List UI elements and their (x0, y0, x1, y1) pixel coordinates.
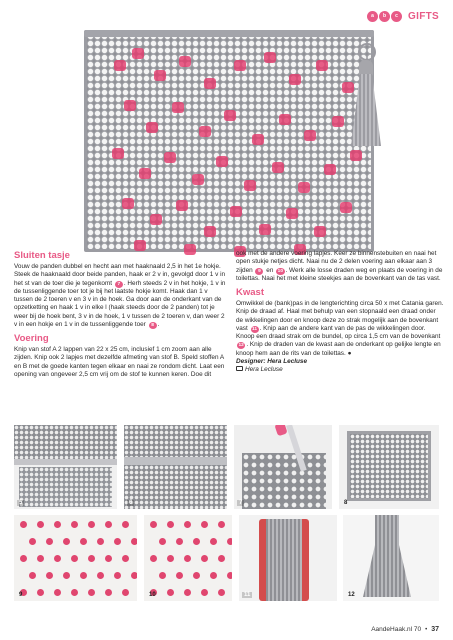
pink-dot (54, 521, 61, 528)
pink-dot (114, 538, 121, 545)
pink-dot (184, 521, 191, 528)
pink-dot (131, 538, 138, 545)
pink-patch (132, 48, 144, 59)
step-badge: 9 (255, 268, 263, 275)
pink-dot (210, 572, 217, 579)
step-badge: 7 (115, 281, 123, 288)
pink-dot (37, 555, 44, 562)
step-photo-9 (14, 515, 137, 601)
pink-dot (54, 589, 61, 596)
pink-patch (112, 148, 124, 159)
pink-dot (150, 555, 157, 562)
page-footer (371, 626, 439, 633)
pink-patch (150, 214, 162, 225)
heading-sluiten-tasje: Sluiten tasje (14, 250, 70, 261)
pink-dot (122, 521, 129, 528)
pink-dot (20, 555, 27, 562)
header-dot: c (391, 11, 402, 22)
text-column-right (236, 250, 444, 374)
pink-dot (201, 589, 208, 596)
pink-patch (216, 156, 228, 167)
pink-patch (172, 102, 184, 113)
pink-patch (230, 206, 242, 217)
pink-patch (244, 180, 256, 191)
pink-patch (314, 226, 326, 237)
pink-patch (252, 134, 264, 145)
pink-patch (164, 152, 176, 163)
photo-credit: Hera Lecluse (236, 366, 444, 374)
photo-number: 5 (19, 500, 23, 506)
pink-dot (227, 538, 233, 545)
pink-patch (176, 200, 188, 211)
pink-patch (204, 226, 216, 237)
bag-zipper-edge (84, 30, 374, 37)
hero-bag-photo (76, 26, 408, 256)
photo-number: 6 (129, 500, 133, 506)
pink-dot (54, 555, 61, 562)
pink-dot (20, 521, 27, 528)
pink-dot (122, 589, 129, 596)
pink-dot (88, 521, 95, 528)
pink-patch (316, 60, 328, 71)
step-photo-7 (234, 425, 332, 509)
section-header (367, 9, 439, 23)
pink-dot (105, 589, 112, 596)
pink-dot (218, 521, 225, 528)
pink-dot (80, 572, 87, 579)
camera-icon (236, 366, 243, 371)
pink-dot (71, 589, 78, 596)
pink-patch (199, 126, 211, 137)
pink-dot (37, 521, 44, 528)
pink-patch (192, 174, 204, 185)
crochet-bag (84, 30, 374, 252)
pink-patch (139, 168, 151, 179)
pink-dot (184, 589, 191, 596)
pink-patch (304, 130, 316, 141)
pink-dot (201, 521, 208, 528)
pink-dot (218, 555, 225, 562)
pink-dot (167, 589, 174, 596)
photo-number: 12 (348, 592, 355, 598)
pink-dot (71, 555, 78, 562)
step-photo-11 (239, 515, 337, 601)
tassel-loop (358, 43, 376, 61)
pink-dot (193, 572, 200, 579)
step-badge: 11 (252, 326, 258, 332)
pink-dot (218, 589, 225, 596)
step-photo-5 (14, 425, 117, 509)
pink-patch (264, 52, 276, 63)
pink-dot (201, 555, 208, 562)
pink-dot (105, 555, 112, 562)
step-photo-10 (144, 515, 232, 601)
pink-dot (159, 538, 166, 545)
pink-dot (150, 521, 157, 528)
step-photo-6 (124, 425, 227, 509)
pink-dot (97, 572, 104, 579)
header-dot: b (379, 11, 390, 22)
photo-number: 8 (344, 500, 348, 506)
pink-dot (227, 572, 233, 579)
pink-patch (259, 224, 271, 235)
pink-patch (204, 78, 216, 89)
paragraph-kwast: Omwikkel de (bank)pas in de lengterichting circa 50 x met Catania garen. Knip de draad af. Haal met behulp van een stopnaald een draad onder de wikkelingen door en knoop deze zo strak mogelijk aan de bovenkant vast 11 . Knip aan de andere kant van de pas de wikkelingen door. Knoop een draad strak om de bundel, op circa 1,5 cm van de bovenkant 12 . Knip de draden van de kwast aan de onderkant op gelijke lengte en knoop hem aan de rits van de toilettas. ● (236, 300, 444, 357)
text-column-left (14, 250, 226, 379)
step-photo-8 (339, 425, 439, 509)
pink-dot (97, 538, 104, 545)
pink-patch (114, 60, 126, 71)
section-title: GIFTS (408, 10, 439, 22)
paragraph-voering-continued: ook met de andere voering lapjes. Keer ze binnenstebuiten en naai het open stukje netjes dicht. Naai nu de 2 delen voering aan elkaar aan 3 zijden 9 en 10 . Werk alle losse draden weg en plaats de voering in de toilettas. Naai het met kleine steekjes aan de bovenkant van de tas vast. (236, 250, 443, 282)
heading-voering: Voering (14, 333, 49, 344)
pink-patch (179, 56, 191, 67)
pink-dot (105, 521, 112, 528)
pink-dot (167, 555, 174, 562)
tassel-head (359, 60, 373, 76)
pink-dot (114, 572, 121, 579)
pink-dot (80, 538, 87, 545)
pink-dot (193, 538, 200, 545)
pink-patch (279, 114, 291, 125)
pink-dot (159, 572, 166, 579)
pink-dot (37, 589, 44, 596)
pink-dot (167, 521, 174, 528)
designer-credit: Designer: Hera Lecluse (236, 357, 308, 365)
pink-dot (122, 555, 129, 562)
pink-dot (29, 538, 36, 545)
pink-dot (210, 538, 217, 545)
paragraph-voering: Knip van stof A 2 lappen van 22 x 25 cm, inclusief 1 cm zoom aan alle zijden. Knip ook 2 lapjes met dezelfde afmeting van stof B. Speld stoffen A en B met de goede kanten tegen elkaar en naai ze rondom dicht. Laat een opening van ongeveer 2,5 cm vrij om de stof te kunnen keren. Doe dit (14, 346, 225, 378)
pink-patch (332, 116, 344, 127)
paragraph-sluiten: Vouw de panden dubbel en hecht aan met haaknaald 2,5 in het 1e hokje. Steek de haaknaald door beide panden, haak er 2 v in, gevolgd door 1 v in het st van de toer die je tegenkomt 7 . Herh steeds 2 v in het hokje, 1 v in de tussenliggende toer tot je bij het laatste hokje komt. Haak dan 1 v tussen de 2 toeren v en 3 v in de hoek. Ga door aan de onderkant van de opzetketting en haak 1 v in elke l (haak steeds door de 2 panden) tot je weer bij de hoek bent, 3 v in de hoek, 1 v tussen de 2 toeren v, dan weer 2 v in een hokje en 1 v in de tussenliggende toer 8 . (14, 263, 226, 328)
pink-dot (46, 538, 53, 545)
pink-dot (29, 572, 36, 579)
step-photo-12 (343, 515, 439, 601)
pink-dot (71, 521, 78, 528)
pink-patch (324, 164, 336, 175)
step-badge: 8 (149, 322, 157, 329)
footer-site: AandeHaak.nl 70 (371, 626, 422, 633)
photo-number: 10 (149, 592, 156, 598)
photo-number: 11 (244, 592, 251, 598)
pink-dot (46, 572, 53, 579)
pink-dot (184, 555, 191, 562)
pink-patch (224, 110, 236, 121)
page-number: 37 (431, 626, 439, 633)
pink-patch (286, 208, 298, 219)
pink-patch (340, 202, 352, 213)
photo-number: 7 (239, 500, 243, 506)
pink-patch (289, 74, 301, 85)
pink-dot (176, 538, 183, 545)
pink-dot (63, 572, 70, 579)
footer-bullet: • (425, 626, 428, 633)
pink-patch (234, 60, 246, 71)
pink-patch (146, 122, 158, 133)
pink-dot (131, 572, 138, 579)
pink-patch (122, 198, 134, 209)
pink-patch (342, 82, 354, 93)
step-badge: 10 (277, 268, 283, 274)
pink-dot (88, 589, 95, 596)
pink-dot (63, 538, 70, 545)
pink-patch (350, 150, 362, 161)
pink-dot (176, 572, 183, 579)
pink-patch (124, 100, 136, 111)
pink-dot (88, 555, 95, 562)
heading-kwast: Kwast (236, 287, 264, 298)
header-dot: a (367, 11, 378, 22)
pink-patch (272, 162, 284, 173)
step-badge: 12 (238, 343, 244, 349)
pink-patch (298, 182, 310, 193)
end-mark: ● (347, 349, 352, 357)
photo-number: 9 (19, 592, 23, 598)
pink-patch (154, 70, 166, 81)
